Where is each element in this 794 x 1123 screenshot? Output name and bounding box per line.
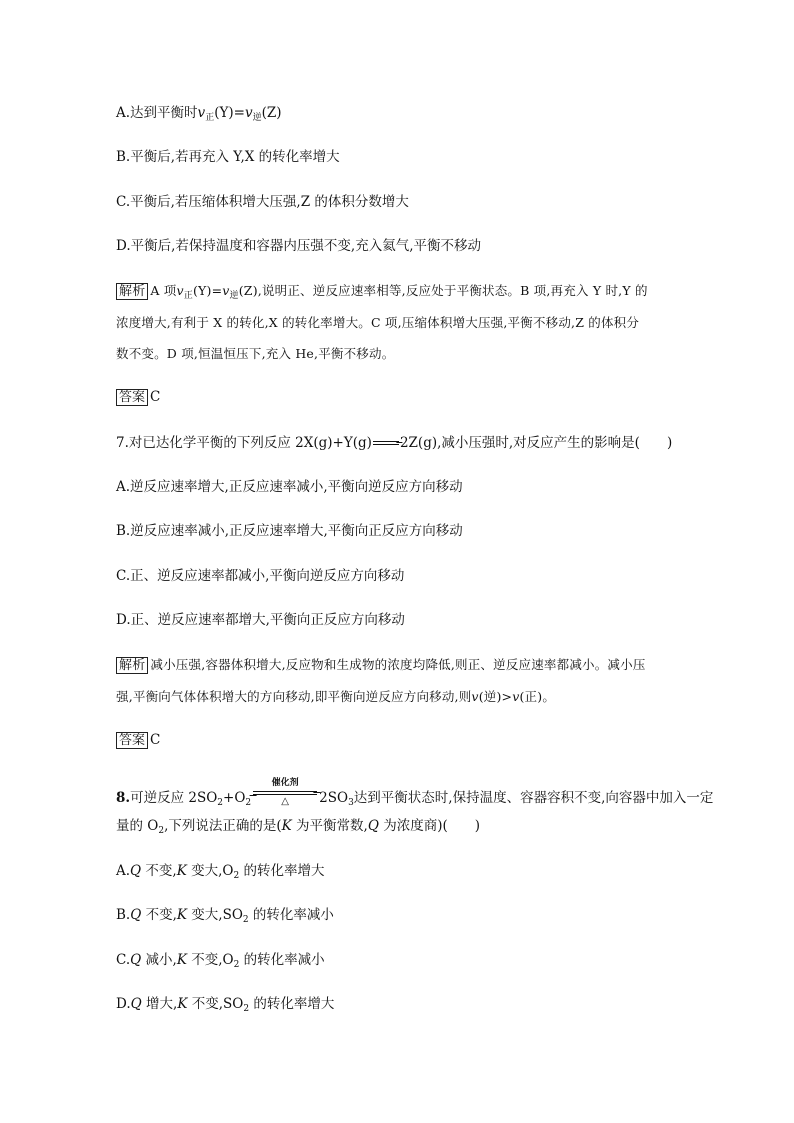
q8-option-d <box>116 995 334 1013</box>
equilibrium-arrow-icon <box>373 439 399 449</box>
q-symbol: Q <box>130 863 142 879</box>
option-letter: D. <box>116 996 131 1012</box>
option-text: 不变,O <box>186 952 234 968</box>
velocity-symbol: v <box>222 283 230 298</box>
q7-stem <box>116 434 672 452</box>
subscript: 2 <box>158 826 165 836</box>
q7-option-a: A.逆反应速率增大,正反应速率减小,平衡向逆反应方向移动 <box>116 479 463 495</box>
answer-value: C <box>150 389 161 405</box>
option-text: 增大, <box>141 996 178 1012</box>
answer-tag: 答案 <box>116 389 148 406</box>
k-symbol: K <box>177 996 188 1012</box>
subscript: 逆 <box>252 113 262 123</box>
subscript: 2 <box>233 871 240 881</box>
q-symbol: Q <box>130 952 142 968</box>
subscript: 正 <box>205 113 215 123</box>
q6-option-b: B.平衡后,若再充入 Y,X 的转化率增大 <box>116 149 340 165</box>
option-text: 变大,O <box>186 863 234 879</box>
k-symbol: K <box>176 952 187 968</box>
explanation-tag: 解析 <box>116 283 148 300</box>
option-text: 变大,SO <box>186 907 243 923</box>
q7-explanation-line2 <box>116 688 555 706</box>
q8-option-a <box>116 862 325 880</box>
subscript: 逆 <box>229 291 239 301</box>
q8-option-b <box>116 906 334 924</box>
q6-explanation-line1 <box>116 282 648 300</box>
q-symbol: Q <box>130 907 142 923</box>
answer-value: C <box>150 732 161 748</box>
explanation-tag: 解析 <box>116 657 148 674</box>
heat-icon: △ <box>281 795 289 807</box>
explanation-text: (Z),说明正、逆反应速率相等,反应处于平衡状态。B 项,再充入 Y 时,Y 的 <box>238 283 648 298</box>
option-text: A.达到平衡时 <box>116 105 198 121</box>
q6-option-c: C.平衡后,若压缩体积增大压强,Z 的体积分数增大 <box>116 194 409 210</box>
question-text: 7.对已达化学平衡的下列反应 2X(g)+Y(g) <box>116 435 372 451</box>
velocity-symbol: v <box>471 689 479 704</box>
subscript: 2 <box>217 798 224 808</box>
velocity-symbol: v <box>244 105 253 121</box>
q6-option-a <box>116 104 282 122</box>
q7-option-b: B.逆反应速率减小,正反应速率增大,平衡向正反应方向移动 <box>116 523 463 539</box>
q6-explanation-line3: 数不变。D 项,恒温恒压下,充入 He,平衡不移动。 <box>116 346 395 361</box>
option-text: 的转化率减小 <box>248 907 334 923</box>
catalyst-label: 催化剂 <box>271 777 299 788</box>
explanation-text: (正)。 <box>519 689 556 704</box>
question-number: 8. <box>116 790 131 806</box>
k-symbol: K <box>281 818 292 834</box>
velocity-symbol: v <box>512 689 520 704</box>
k-symbol: K <box>176 863 187 879</box>
q7-option-d: D.正、逆反应速率都增大,平衡向正反应方向移动 <box>116 612 405 628</box>
answer-tag: 答案 <box>116 732 148 749</box>
k-symbol: K <box>176 907 187 923</box>
velocity-symbol: v <box>197 105 206 121</box>
option-letter: B. <box>116 907 131 923</box>
q7-option-c: C.正、逆反应速率都减小,平衡向逆反应方向移动 <box>116 568 405 584</box>
subscript: 2 <box>245 798 252 808</box>
question-text: 量的 O <box>116 818 159 834</box>
q8-stem-line2 <box>116 817 480 835</box>
explanation-text: 减小压强,容器体积增大,反应物和生成物的浓度均降低,则正、逆反应速率都减小。减小压 <box>150 657 646 672</box>
subscript: 2 <box>242 915 249 925</box>
question-text: 2SO <box>319 790 349 806</box>
explanation-text: (Y)= <box>192 283 223 298</box>
q7-answer <box>116 731 160 749</box>
q-symbol: Q <box>130 996 142 1012</box>
q7-explanation-line1 <box>116 656 646 674</box>
option-text: 不变,SO <box>187 996 244 1012</box>
question-text: 为浓度商)( ) <box>378 818 481 834</box>
q-symbol: Q <box>367 818 379 834</box>
question-text: 可逆反应 2SO <box>130 790 218 806</box>
subscript: 正 <box>183 291 193 301</box>
question-text: 达到平衡状态时,保持温度、容器容积不变,向容器中加入一定 <box>353 790 714 806</box>
question-text: +O <box>223 790 246 806</box>
reversible-arrow-icon <box>253 777 317 808</box>
option-text: 的转化率减小 <box>239 952 325 968</box>
question-text: ,下列说法正确的是( <box>164 818 282 834</box>
option-text: 不变, <box>141 863 177 879</box>
q8-option-c <box>116 951 325 969</box>
q6-explanation-line2: 浓度增大,有利于 X 的转化,X 的转化率增大。C 项,压缩体积增大压强,平衡不移动,Z 的体积分 <box>116 315 640 330</box>
question-text: 为平衡常数, <box>291 818 368 834</box>
explanation-text: (逆)> <box>478 689 513 704</box>
q6-answer <box>116 388 160 406</box>
q6-option-d: D.平衡后,若保持温度和容器内压强不变,充入氦气,平衡不移动 <box>116 238 482 254</box>
option-text: 的转化率增大 <box>249 996 335 1012</box>
explanation-text: A 项 <box>150 283 177 298</box>
option-letter: C. <box>116 952 131 968</box>
subscript: 2 <box>243 1004 250 1014</box>
subscript: 2 <box>233 960 240 970</box>
subscript: 3 <box>348 798 354 808</box>
option-letter: A. <box>116 863 131 879</box>
option-text: 的转化率增大 <box>239 863 325 879</box>
option-text: (Y)= <box>214 105 245 121</box>
q8-stem-line1 <box>116 777 714 808</box>
question-text: 2Z(g),减小压强时,对反应产生的影响是( ) <box>399 435 673 451</box>
option-text: 减小, <box>141 952 177 968</box>
option-text: 不变, <box>141 907 177 923</box>
option-text: (Z) <box>261 105 282 121</box>
explanation-text: 强,平衡向气体体积增大的方向移动,即平衡向逆反应方向移动,则 <box>116 689 472 704</box>
velocity-symbol: v <box>176 283 184 298</box>
